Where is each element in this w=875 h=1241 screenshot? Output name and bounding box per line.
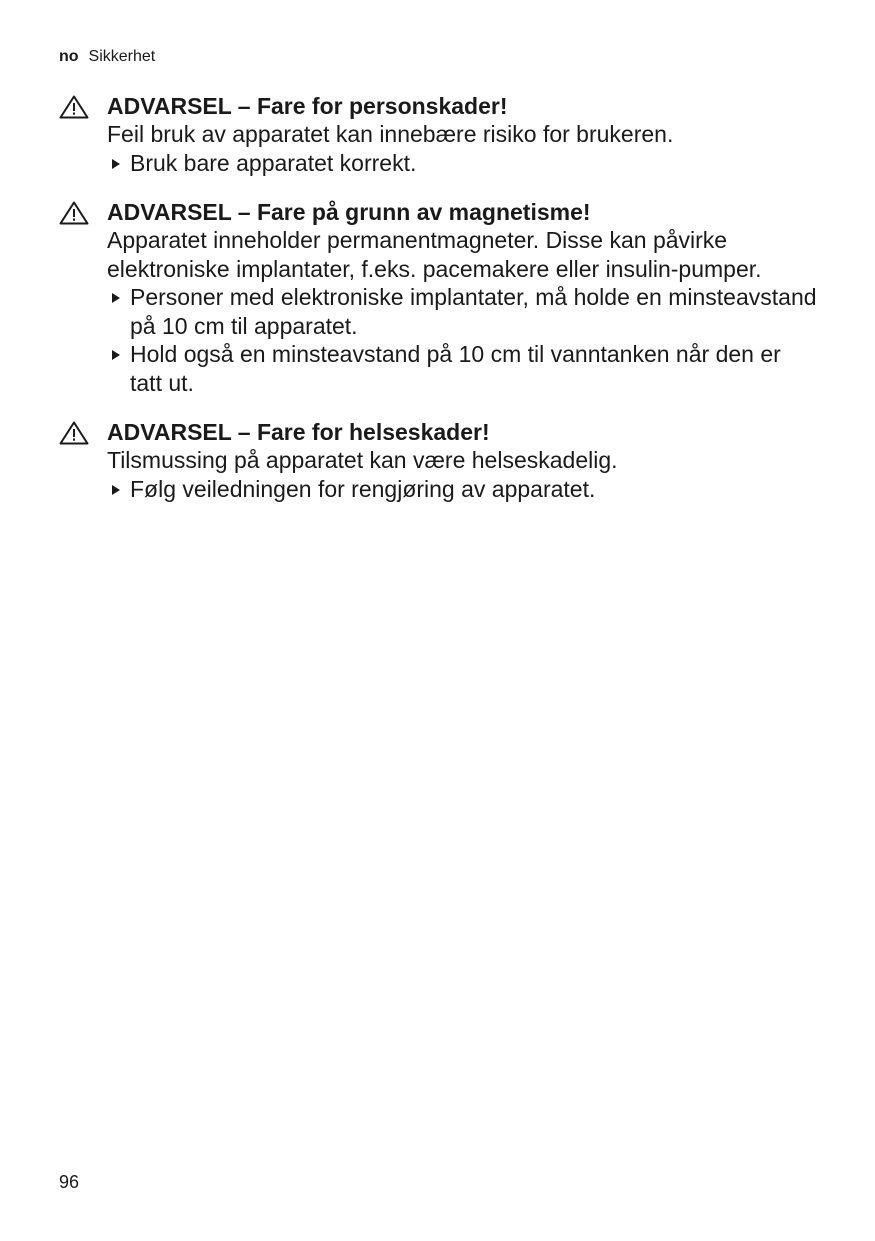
bullet-text: Personer med elektroniske implantater, må holde en minsteavstand på 10 cm til apparatet.	[130, 284, 817, 339]
page-number: 96	[59, 1172, 80, 1192]
warning-title: ADVARSEL – Fare på grunn av magnetisme!	[107, 199, 591, 225]
list-item	[107, 340, 819, 397]
warning-triangle-icon	[59, 95, 89, 119]
arrow-bullet-icon	[112, 159, 120, 169]
list-item	[107, 283, 819, 340]
warning-personal-injury	[59, 92, 819, 177]
bullet-text: Hold også en minsteavstand på 10 cm til vanntanken når den er tatt ut.	[130, 341, 781, 396]
section-title: Sikkerhet	[88, 48, 156, 65]
language-code: no	[59, 48, 79, 65]
arrow-bullet-icon	[112, 485, 120, 495]
warning-health	[59, 418, 819, 503]
warning-magnetism	[59, 198, 819, 397]
warning-text: Feil bruk av apparatet kan innebære risiko for brukeren.	[107, 121, 674, 147]
arrow-bullet-icon	[112, 293, 120, 303]
warning-title: ADVARSEL – Fare for helseskader!	[107, 419, 490, 445]
bullet-text: Følg veiledningen for rengjøring av apparatet.	[130, 475, 596, 502]
bullet-text: Bruk bare apparatet korrekt.	[130, 149, 417, 176]
warning-triangle-icon	[59, 201, 89, 225]
arrow-bullet-icon	[112, 350, 120, 360]
warning-text: Tilsmussing på apparatet kan være helseskadelig.	[107, 447, 618, 473]
warning-triangle-icon	[59, 421, 89, 445]
list-item	[107, 475, 819, 504]
warnings-list	[59, 92, 819, 524]
list-item	[107, 149, 819, 178]
page-header	[59, 47, 155, 67]
warning-text: Apparatet inneholder permanentmagneter. Disse kan påvirke elektroniske implantater, f.eks. pacemakere eller insulin-pumper.	[107, 227, 762, 282]
warning-title: ADVARSEL – Fare for personskader!	[107, 93, 508, 119]
